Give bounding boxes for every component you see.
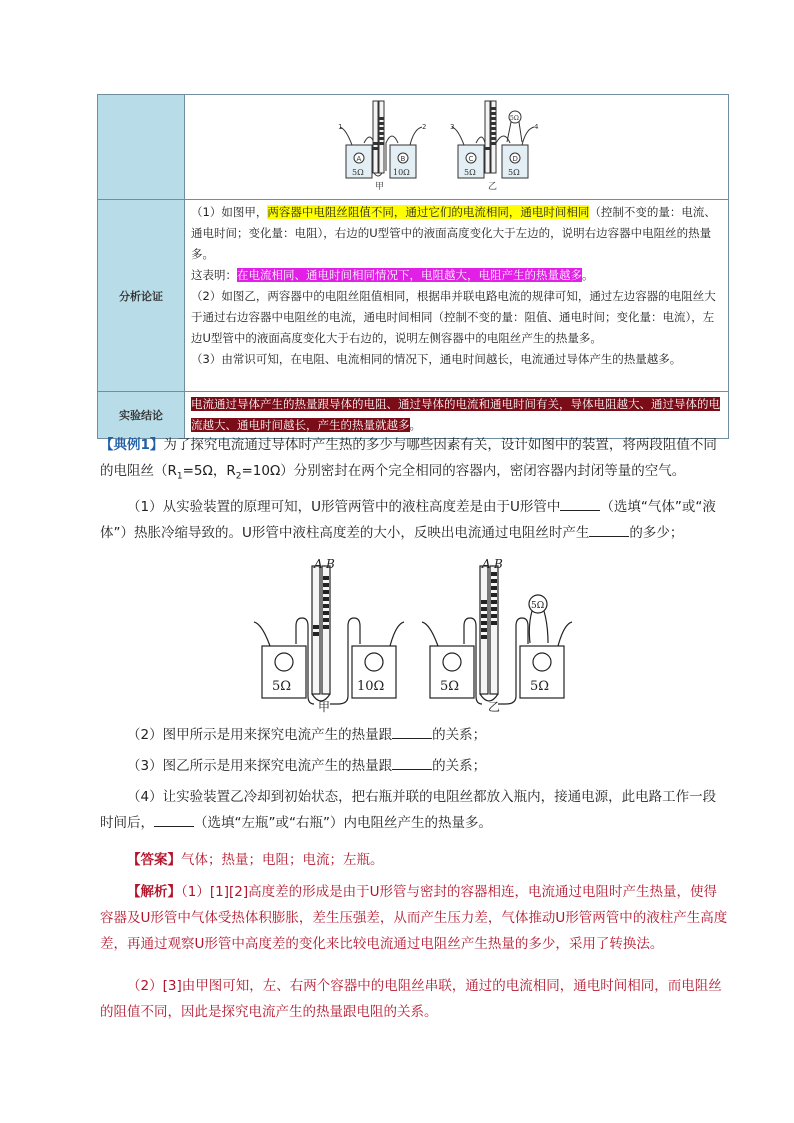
q4-text-b: （选填“左瓶”或“右瓶”）内电阻丝产生的热量多。 — [194, 815, 492, 831]
small-resistor-right-1: 5Ω — [463, 168, 476, 177]
experiment-table — [97, 94, 729, 439]
small-right-apparatus — [449, 101, 534, 178]
intro-text-b: =5Ω，R — [182, 463, 236, 479]
small-left-apparatus — [337, 101, 422, 178]
analysis-text-1: （1）[1][2]高度差的形成是由于U形管与密封的容器相连，电流通过电阻时产生热量，使得容器及U形管中气体受热体积膨胀，差生压强差，从而产生压力差，气体推动U形管两管中的液柱产生高度差，再通过观察U形管中高度差的变化来比较电流通过电阻丝产生热量的多少，采用了转换法。 — [100, 884, 728, 952]
small-resistor-left-2: 10Ω — [392, 168, 410, 177]
q3-text-a: （3）图乙所示是用来探究电流产生的热量跟 — [127, 758, 393, 774]
analysis-row — [98, 200, 729, 392]
figure-row — [98, 95, 729, 200]
parallel-resistor: 5Ω — [531, 601, 545, 611]
tube-label-b-right: B — [494, 557, 503, 571]
analysis-tag: 【解析】 — [127, 884, 181, 900]
answer-block — [100, 847, 728, 873]
analysis-p1-end: （控制不变的量：电流、通电时间；变化量：电阻），右边的U型管中的液面高度变化大于左边的，说明右边容器中电阻丝的热量多。 — [191, 205, 716, 261]
analysis-cell — [185, 200, 729, 392]
example-intro — [100, 432, 728, 490]
analysis-p2-start: 这表明： — [191, 268, 237, 282]
figure-row-label — [98, 95, 185, 200]
small-parallel-resistor: 5Ω — [509, 115, 519, 122]
small-terminal-4: 4 — [533, 123, 538, 131]
analysis-label: 分析论证 — [98, 200, 185, 392]
intro-text-a: 为了探究电流通过导体时产生热的多少与哪些因素有关，设计如图中的装置，将两段阻值不同的电阻丝（R — [100, 437, 717, 479]
tube-label-a-right: A — [482, 557, 491, 571]
q3-text-b: 的关系； — [432, 758, 487, 774]
conclusion-label: 实验结论 — [98, 392, 185, 439]
q2-text-a: （2）图甲所示是用来探究电流产生的热量跟 — [127, 727, 393, 743]
q2-text-b: 的关系； — [432, 727, 487, 743]
q4-blank[interactable] — [154, 812, 194, 827]
q4-text-a: （4）让实验装置乙冷却到初始状态，把右瓶并联的电阻丝都放入瓶内，接通电源，此电路工作一段时间后， — [100, 789, 717, 831]
left-resistor-2: 10Ω — [357, 679, 385, 694]
analysis-p2-end: 。 — [582, 268, 594, 282]
q1-text-a: （1）从实验装置的原理可知，U形管两管中的液柱高度差是由于U形管中 — [127, 499, 561, 515]
analysis-paragraph-1 — [191, 202, 722, 265]
q1-text-b: （选填“气体”或“液体”）热胀冷缩导致的。U形管中液柱高度差的大小，反映出电流通过电阻丝时产生 — [100, 499, 716, 541]
analysis-block — [100, 879, 728, 957]
answer-tag: 【答案】 — [127, 852, 181, 868]
left-caption: 甲 — [318, 700, 331, 714]
conclusion-highlight: 电流通过导体产生的热量跟导体的电阻、通过导体的电流和通电时间有关，导体电阻越大、通过导体的电流越大、通电时间越长，产生的热量就越多 — [191, 397, 720, 432]
analysis-paragraph-4: （3）由常识可知，在电阻、电流相同的情况下，通电时间越长，电流通过导体产生的热量越多。 — [191, 352, 682, 366]
r1-subscript: 1 — [176, 471, 183, 482]
q3-blank[interactable] — [392, 755, 432, 770]
r2-subscript: 2 — [235, 471, 242, 482]
figure-cell — [185, 95, 729, 200]
question-2 — [100, 722, 728, 748]
question-1 — [100, 494, 728, 546]
small-caption-right: 乙 — [487, 182, 497, 192]
analysis-p2-highlight: 在电流相同、通电时间相同情况下，电阻越大，电阻产生的热量越多 — [237, 268, 582, 282]
question-3 — [100, 753, 728, 779]
answer-text: 气体；热量；电阻；电流；左瓶。 — [181, 852, 384, 868]
tube-label-a-left: A — [314, 557, 323, 571]
analysis-paragraph-2 — [191, 265, 722, 286]
tube-label-b-left: B — [326, 557, 335, 571]
small-container-d: D — [512, 155, 518, 163]
q2-blank[interactable] — [392, 724, 432, 739]
right-caption: 乙 — [488, 700, 501, 714]
right-resistor-2: 5Ω — [530, 679, 550, 694]
analysis-block-2 — [100, 973, 728, 1025]
analysis-text-2: （2）[3]由甲图可知，左、右两个容器中的电阻丝串联，通过的电流相同，通电时间相同，而电阻丝的阻值不同，因此是探究电流产生的热量跟电阻的关系。 — [100, 978, 722, 1020]
analysis-paragraph-3: （2）如图乙，两容器中的电阻丝阻值相同，根据串并联电路电流的规律可知，通过左边容器的电阻丝大于通过右边容器中电阻丝的电流，通电时间相同（控制不变的量：阻值、通电时间；变化量：电流），左边U型管中的液面高度变化大于右边的，说明左侧容器中的电阻丝产生的热量多。 — [191, 289, 716, 345]
main-apparatus-figure — [240, 556, 580, 714]
example-tag: 【典例1】 — [100, 437, 164, 453]
intro-text-c: =10Ω）分别密封在两个完全相同的容器内，密闭容器内封闭等量的空气。 — [241, 463, 686, 479]
small-terminal-3: 3 — [449, 123, 454, 131]
analysis-p1-highlight: 两容器中电阻丝阻值不同，通过它们的电流相同，通电时间相同 — [267, 205, 590, 219]
small-container-b: B — [400, 155, 405, 163]
right-resistor-1: 5Ω — [440, 679, 460, 694]
small-apparatus-figure — [312, 97, 602, 195]
q1-blank-1[interactable] — [560, 496, 600, 511]
q1-text-c: 的多少； — [629, 525, 684, 541]
conclusion-end: 。 — [409, 418, 421, 432]
small-caption-left: 甲 — [374, 182, 384, 192]
left-resistor-1: 5Ω — [272, 679, 292, 694]
small-container-c: C — [468, 155, 473, 163]
small-container-a: A — [356, 155, 361, 163]
question-4 — [100, 784, 728, 836]
small-terminal-2: 2 — [421, 123, 426, 131]
small-resistor-right-2: 5Ω — [507, 168, 520, 177]
small-terminal-1: 1 — [337, 123, 342, 131]
small-resistor-left-1: 5Ω — [351, 168, 364, 177]
q1-blank-2[interactable] — [589, 522, 629, 537]
analysis-p1-start: （1）如图甲， — [191, 205, 268, 219]
